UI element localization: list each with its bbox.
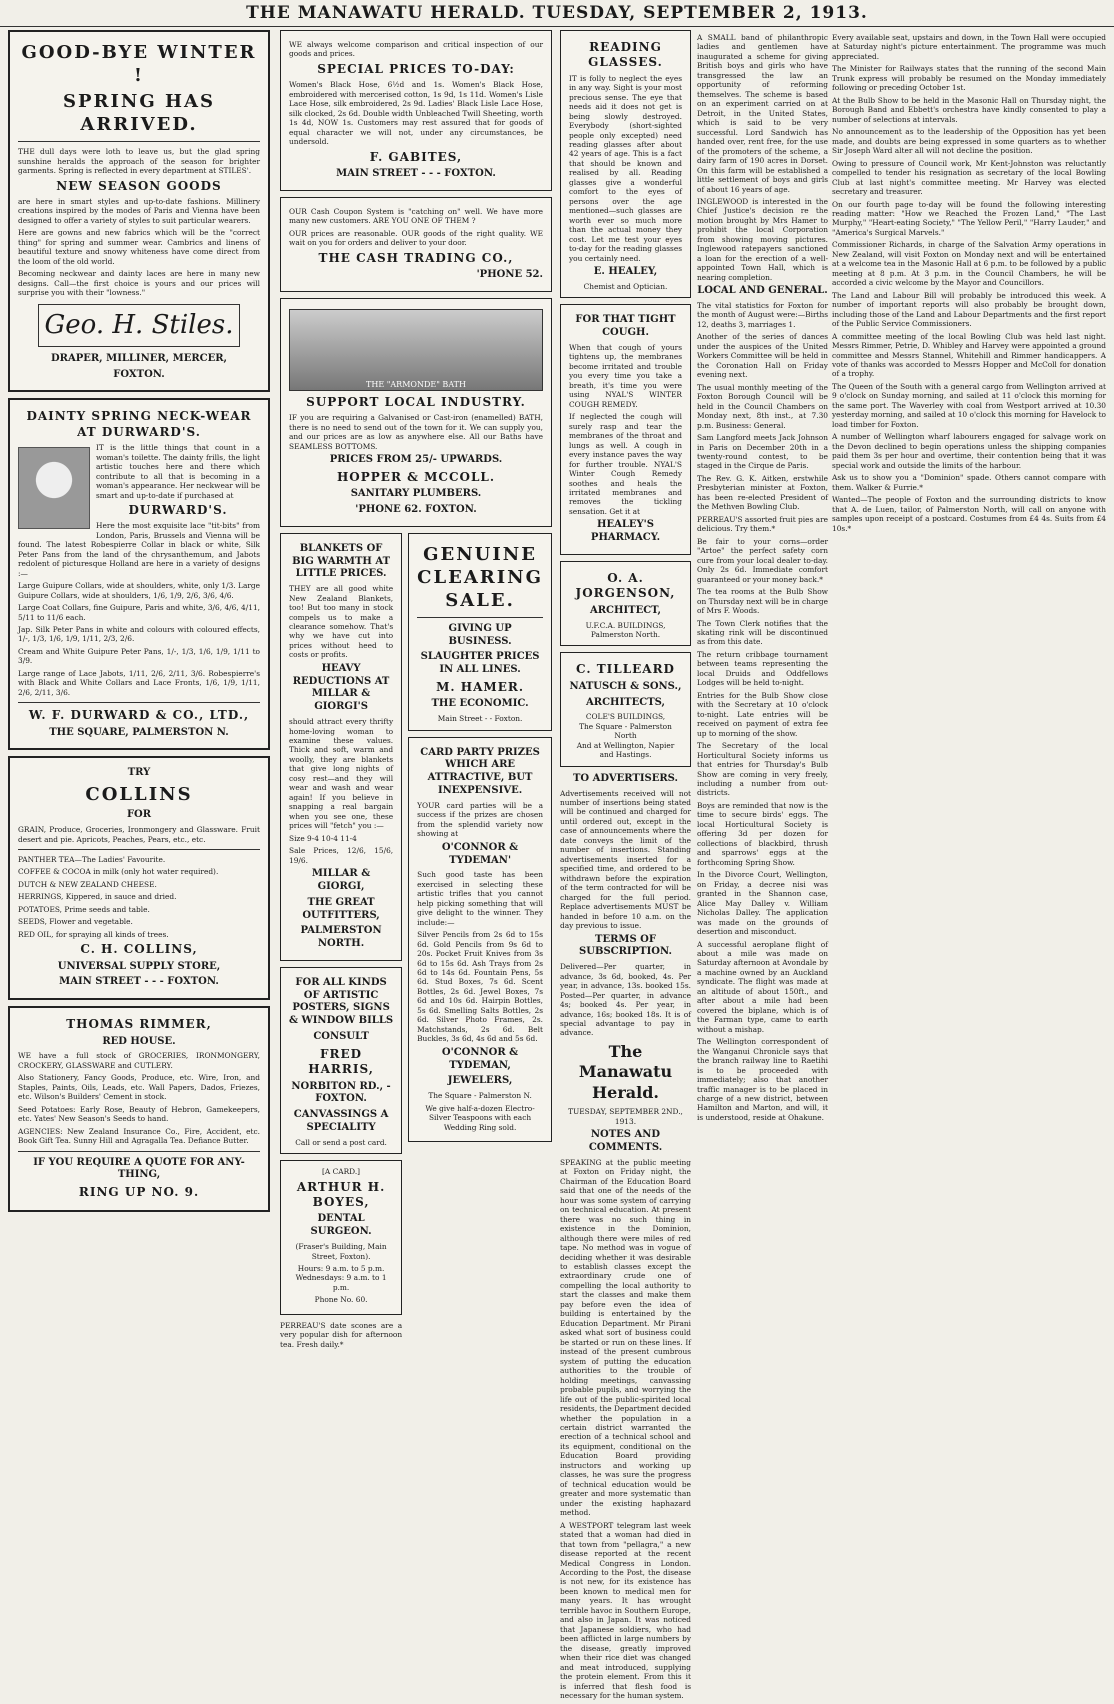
boyes-hours: Hours: 9 a.m. to 5 p.m. Wednesdays: 9 a.m. to 1 p.m. bbox=[295, 1263, 387, 1292]
divider bbox=[417, 617, 543, 618]
col4-tea-rooms: The tea rooms at the Bulb Show on Thursday next will be in charge of Mrs F. Woods. bbox=[697, 587, 828, 616]
col4-birds-eggs: Boys are reminded that now is the time to secure birds' eggs. The local Horticultural Society is offering 3d per dozen for collections of blackbird, thrush and sparrows' eggs at the forthcoming Spring Show. bbox=[697, 800, 828, 867]
jorgenson-trade: ARCHITECT, bbox=[589, 604, 661, 616]
jorgenson-card bbox=[560, 561, 691, 646]
gabites-address: MAIN STREET - - - FOXTON. bbox=[336, 167, 496, 179]
col4-bowling-committee: A committee meeting of the local Bowling Club was held last night. Messrs Rimmer, Petrie, D. Whibley and Harvey were appointed a ground committee and Messrs Stannel, Whitehill and Rimmer handicappers. A vote of thanks was accorded to Messrs Hopper and McColl for donation of a trophy. bbox=[832, 331, 1106, 379]
boyes-name: ARTHUR H. BOYES, bbox=[296, 1179, 386, 1210]
column-2 bbox=[280, 30, 552, 1560]
stiles-town: FOXTON. bbox=[113, 368, 165, 380]
col4-land-bill: The Land and Labour Bill will probably be introduced this week. A number of important reports will also probably be brought down, including those of the Land and Labour Departments and the first report of the Public Service Commissioners. bbox=[832, 290, 1106, 329]
stiles-signature: Geo. H. Stiles. bbox=[38, 304, 240, 347]
millar-address: PALMERSTON NORTH. bbox=[300, 925, 382, 950]
jorgenson-name: O. A. JORGENSON, bbox=[575, 570, 676, 601]
col4-skating: The Town Clerk notifies that the skating rink will be discontinued as from this date. bbox=[697, 618, 828, 647]
harris-address: NORBITON RD., - FOXTON. bbox=[291, 1080, 391, 1105]
durward-address: THE SQUARE, PALMERSTON N. bbox=[49, 726, 229, 738]
durward-intro: IT is the little things that count in a woman's toilette. The dainty frills, the light artistic touches here and there which contribute to all that is becoming in a woman's appearance. Her neckwear will be smart and up-to-date if purchased at bbox=[96, 443, 260, 500]
oconnor-trade: JEWELERS, bbox=[447, 1075, 513, 1087]
col4-cribbage: The return cribbage tournament between teams representing the local Druids and Oddfellows Lodges will be held to-night. bbox=[697, 649, 828, 688]
gabites-text-2: Women's Black Hose, 6½d and 1s. Women's Black Hose, embroidered with mercerised cotton, 1s 9d, 1s 11d. Women's Lisle Lace Hose, silk embroidered, 2s 9d. Ladies' Black Lisle Lace Hose, silk clocked, 2s 6d. Double width Unbleached Twill Sheeting, worth 1s 4d, NOW 1s. Customers may rest assured that for goods of equal character we will not, under any circumstances, be undersold. bbox=[289, 80, 543, 147]
column-3-right bbox=[697, 30, 828, 1704]
bath-image bbox=[289, 309, 543, 391]
cash-text-2: OUR prices are reasonable. OUR goods of the right quality. WE wait on you for orders and deliver to your door. bbox=[289, 228, 543, 248]
durward-headline: DAINTY SPRING NECK-WEAR AT DURWARD'S. bbox=[26, 409, 252, 439]
tilleard-firm: NATUSCH & SONS., bbox=[569, 680, 682, 692]
cough-ad bbox=[560, 304, 691, 555]
collins-try: TRY bbox=[127, 767, 151, 779]
collins-line-3: DUTCH & NEW ZEALAND CHEESE. bbox=[18, 879, 157, 889]
millar-prices: Sale Prices, 12/6, 15/6, 19/6. bbox=[289, 846, 394, 865]
millar-sizes: Size 9-4 10-4 11-4 bbox=[289, 833, 357, 843]
healey-headline: READING GLASSES. bbox=[588, 40, 663, 70]
column-2-split bbox=[280, 533, 552, 1353]
col4-wharf-labourers: A number of Wellington wharf labourers engaged for salvage work on the Devon declined to begin operations unless the shipping companies paid them 3s per hour and overtime, their contention being that it was special work and outside the limits of the harbour. bbox=[832, 432, 1106, 470]
rimmer-footer-1: IF YOU REQUIRE A QUOTE FOR ANY-THING, bbox=[33, 1156, 245, 1181]
col4-tailor-ad: Wanted—The people of Foxton and the surrounding districts to know that A. de Luen, tailor, of Palmerston North, will call on anyone with samples upon receipt of a postcard. Costumes from £4 4s. Suits from £4 10s.* bbox=[832, 495, 1106, 533]
tilleard-trade: ARCHITECTS, bbox=[586, 696, 665, 708]
gabites-headline: SPECIAL PRICES TO-DAY: bbox=[317, 61, 515, 76]
news-artoe: Be fair to your corns—order "Artoe" the perfect safety corn cure from your local dealer to-day. Only 2s 6d. Immediate comfort guaranteed or your money back.* bbox=[697, 536, 828, 584]
col4-town-hall: Every available seat, upstairs and down, in the Town Hall were occupied at Saturday night's picture entertainment. The programme was much appreciated. bbox=[832, 33, 1106, 61]
column-3-left bbox=[560, 30, 691, 1704]
col4-bowling-secretary: Owing to pressure of Council work, Mr Kent-Johnston was reluctantly compelled to tender his resignation as secretary of the local Bowling Club at last night's committee meeting. Mr Harvey was elected secretary and treasurer. bbox=[832, 158, 1106, 197]
collins-line-5: POTATOES, Prime seeds and table. bbox=[18, 904, 150, 914]
harris-ad bbox=[280, 967, 402, 1154]
lady-portrait-image bbox=[18, 447, 90, 529]
boyes-phone: Phone No. 60. bbox=[314, 1295, 368, 1305]
tilleard-name: C. TILLEARD bbox=[576, 662, 675, 677]
hopper-ad bbox=[280, 298, 552, 527]
news-pellagra: A WESTPORT telegram last week stated that a woman had died in that town from "pellagra," a new disease reported at the recent Medical Congress in London. According to the Post, the disease is not new, for its existence has been known to medical men for many years. It has wrought terrible havoc in Southern Europe, and also in Japan. It was noticed that Japanese soldiers, who had been afflicted in large numbers by the disease, greatly improved when their rice diet was changed and meat introduced, supplying the protein element. From this it is inferred that flesh food is necessary for the human system. bbox=[560, 1520, 691, 1701]
cough-text-1: When that cough of yours tightens up, the membranes become irritated and trouble you every time you take a breath, it's time you were using NYAL'S WINTER COUGH REMEDY. bbox=[569, 342, 682, 409]
harris-call: Call or send a post card. bbox=[295, 1137, 387, 1147]
local-general-heading: LOCAL AND GENERAL. bbox=[697, 285, 828, 297]
collins-ad bbox=[8, 756, 270, 1000]
boyes-trade: DENTAL SURGEON. bbox=[310, 1213, 372, 1238]
col4-bulb-show-band: At the Bulb Show to be held in the Masonic Hall on Thursday night, the Borough Band and Ebbett's orchestra have kindly consented to play a number of selections at intervals. bbox=[832, 95, 1106, 124]
harris-firm: FRED HARRIS, bbox=[308, 1046, 374, 1077]
cash-firm: THE CASH TRADING CO., bbox=[318, 250, 514, 265]
cash-trading-ad bbox=[280, 197, 552, 292]
divider bbox=[18, 849, 260, 850]
column-2-left bbox=[280, 533, 402, 1353]
durward-firm: W. F. DURWARD & CO., LTD., bbox=[28, 708, 250, 723]
cash-phone: 'PHONE 52. bbox=[476, 268, 543, 280]
hamer-headline: GENUINE CLEARING SALE. bbox=[417, 543, 543, 611]
millar-firm: MILLAR & GIORGI, bbox=[311, 868, 371, 892]
col4-divorce: In the Divorce Court, Wellington, on Friday, a decree nisi was granted in the Shannon case, Alice May Dalley v. William Nicholas Dalley. The application was made on the grounds of desertion and misconduct. bbox=[697, 870, 828, 937]
tilleard-address: The Square - Palmerston North bbox=[579, 721, 672, 741]
oconnor-firm: O'CONNOR & TYDEMAN, bbox=[441, 1046, 519, 1071]
news-education: SPEAKING at the public meeting at Foxton on Friday night, the Chairman of the Education Board said that one of the needs of the hour was some system of carrying on technical education. At present there was no such thing in existence in the Dominion, although there were miles of red tape. No method was in vogue of deciding whether it was desirable to establish classes except the extraordinary crude one of compelling the local authority to start the classes and make them pay before even the idea of building is entertained by the Education Department. Mr Pirani asked what sort of business could be started or run on these lines. If instead of the present cumbrous system of putting the education authorities to the trouble of holding meetings, canvassing probable pupils, and worrying the life out of the public-spirited local residents, the Department decided whether the population in a certain district warranted the erection of a technical school and its equipment, conditional on the Education Board providing instructors and working up classes, he was sure the progress of technical education would be greater and more systematic than under the existing haphazard method. bbox=[560, 1157, 691, 1518]
boyes-address: (Fraser's Building, Main Street, Foxton). bbox=[295, 1242, 387, 1261]
col4-opposition: No announcement as to the leadership of the Opposition has yet been made, and doubts are being expressed in some quarters as to whether Sir Joseph Ward alter all will not decline the position. bbox=[832, 127, 1106, 156]
gabites-text-1: WE always welcome comparison and critical inspection of our goods and prices. bbox=[289, 40, 543, 59]
collins-firm: C. H. COLLINS, bbox=[80, 942, 198, 957]
rimmer-text-4: AGENCIES: New Zealand Insurance Co., Fire, Accident, etc. Book Gift Tea. Sunny Hill and Agragalla Tea. Defiance Butter. bbox=[18, 1126, 260, 1146]
hamer-subhead-1: GIVING UP BUSINESS. bbox=[448, 622, 512, 647]
col4-main-trunk: The Minister for Railways states that the running of the second Main Trunk express will probably be resumed on the Monday immediately following or preceding October 1st. bbox=[832, 64, 1106, 93]
gabites-ad bbox=[280, 30, 552, 191]
news-council: The usual monthly meeting of the Foxton Borough Council will be held in the Council Chambers on Monday next, 8th inst., at 7.30 p.m. Business: General. bbox=[697, 382, 828, 430]
column-4 bbox=[832, 30, 1106, 1560]
col4-fourth-page: On our fourth page to-day will be found the following interesting reading matter: "How we Reached the Frozen Land," "The Last Murphy," "Heart-eating Society," "The Yellow Peril," "Harry Lauder," and "America's Surgical Marvels." bbox=[832, 199, 1106, 237]
collins-name: COLLINS bbox=[85, 784, 193, 806]
collins-for: FOR bbox=[126, 809, 152, 821]
boyes-card: [A CARD.] bbox=[322, 1167, 361, 1177]
millar-ad bbox=[280, 533, 402, 961]
col4-salvation-army: Commissioner Richards, in charge of the Salvation Army operations in New Zealand, will visit Foxton on Monday next and will be entertained at a welcome tea in the Masonic Hall at 6 p.m. to be followed by a public meeting at 8 p.m. At 3 p.m. in the Council Chambers, he will be accorded a civic welcome by the Mayor and Councillors. bbox=[832, 240, 1106, 288]
tilleard-branches: And at Wellington, Napier and Hastings. bbox=[576, 740, 675, 760]
jorgenson-building: U.F.C.A. BUILDINGS, bbox=[585, 620, 666, 630]
masthead: THE MANAWATU HERALD. TUESDAY, SEPTEMBER 2, 1913. bbox=[0, 0, 1114, 27]
subscription-heading: TERMS OF SUBSCRIPTION. bbox=[579, 933, 672, 958]
healey-firm: E. HEALEY, bbox=[593, 266, 658, 278]
millar-headline: BLANKETS OF BIG WARMTH AT LITTLE PRICES. bbox=[292, 542, 391, 580]
durward-text-4: Jap. Silk Peter Pans in white and colours with coloured effects, 1/-, 1/3, 1/6, 1/9, 1/11, 2/3, 2/6. bbox=[18, 625, 260, 644]
collins-store: UNIVERSAL SUPPLY STORE, bbox=[57, 960, 221, 972]
hamer-ad bbox=[408, 533, 552, 731]
harris-headline: FOR ALL KINDS OF ARTISTIC POSTERS, SIGNS & WINDOW BILLS bbox=[289, 976, 394, 1027]
durward-ad bbox=[8, 398, 270, 750]
oconnor-text-2: Such good taste has been exercised in selecting these artistic trifles that you cannot help picking something that will give delight to the winner. They include:— bbox=[417, 870, 543, 927]
stiles-text-3: Becoming neckwear and dainty laces are here in many new designs. Call—the first choice is yours and our prices will surprise you with their "lowness." bbox=[18, 269, 260, 298]
news-perreau-pies: PERREAU'S assorted fruit pies are delicious. Try them.* bbox=[697, 514, 828, 534]
column-3 bbox=[560, 30, 828, 1701]
perreau-scones-notice: PERREAU'S date scones are a very popular dish for afternoon tea. Fresh daily.* bbox=[280, 1320, 403, 1349]
oconnor-name: O'CONNOR & TYDEMAN' bbox=[441, 841, 519, 866]
tilleard-building: COLE'S BUILDINGS, bbox=[585, 712, 666, 722]
hopper-prices: PRICES FROM 25/- UPWARDS. bbox=[329, 454, 503, 465]
dateline: TUESDAY, SEPTEMBER 2ND., 1913. bbox=[568, 1107, 683, 1126]
collins-address: MAIN STREET - - - FOXTON. bbox=[59, 976, 219, 988]
advertisers-heading: TO ADVERTISERS. bbox=[572, 772, 679, 784]
cough-text-2: If neglected the cough will surely rasp and tear the membranes of the throat and lungs as well. A cough in every instance paves the way for further trouble. NYAL'S Winter Cough Remedy soothes and heals the irritated membranes and removes the tickling sensation. Get it at bbox=[569, 412, 682, 516]
durward-text-2: Large Guipure Collars, wide at shoulders, white, only 1/3. Large Guipure Collars, wide at shoulders, 1/6, 1/9, 2/6, 3/6, 4/6. bbox=[18, 581, 260, 600]
hamer-tag: THE ECONOMIC. bbox=[431, 698, 529, 710]
column-1 bbox=[8, 30, 270, 1560]
cough-headline: FOR THAT TIGHT COUGH. bbox=[575, 314, 676, 339]
rimmer-house: RED HOUSE. bbox=[102, 1035, 176, 1047]
hopper-firm: HOPPER & MCCOLL. bbox=[336, 469, 496, 484]
rimmer-text-3: Seed Potatoes: Early Rose, Beauty of Hebron, Gamekeepers, etc. Yates' New Season's Seeds to hand. bbox=[18, 1104, 260, 1124]
oconnor-headline: CARD PARTY PRIZES WHICH ARE ATTRACTIVE, BUT INEXPENSIVE. bbox=[420, 746, 540, 797]
boyes-ad bbox=[280, 1160, 402, 1315]
col4-entries: Entries for the Bulb Show close with the Secretary at 10 o'clock to-night. Late entries will be received on payment of extra fee up to morning of the show. bbox=[697, 690, 828, 738]
news-aitken: The Rev. G. K. Aitken, erstwhile Presbyterian minister at Foxton, has been re-elected President of the Methven Bowling Club. bbox=[697, 473, 828, 512]
col4-railway: The Wellington correspondent of the Wanganui Chronicle says that the branch railway line to Raetihi is to be proceeded with immediately; also that another traffic manager is to be placed in charge of a new district, between Hamilton and Marton, and will, it is understood, reside at Ohakune. bbox=[697, 1037, 828, 1122]
stiles-text-1: are here in smart styles and up-to-date fashions. Millinery creations inspired by the modes of Paris and Vienna have been designed to offer a variety of styles to suit particular wearers. bbox=[18, 196, 260, 225]
durward-text-1: Here the most exquisite lace "tit-bits" from London, Paris, Brussels and Vienna will be found. The latest Robespierre Collar in black or white, Silk Peter Pans from the land of the chrysanthemum, and Jabots redolent of picturesque Holland are here in a variety of designs :— bbox=[18, 521, 260, 578]
rimmer-text-2: Also Stationery, Fancy Goods, Produce, etc. Wire, Iron, and Staples, Paints, Oils, Leads, etc. Wall Papers, Dados, Friezes, etc. Wilson's Builders' Cement in stock. bbox=[18, 1073, 260, 1102]
news-reform-scheme: A SMALL band of philanthropic ladies and gentlemen have inaugurated a scheme for giving British boys and girls who have transgressed the law an opportunity of reforming themselves. The scheme is based on an experiment carried on at Detroit, in the United States, which is said to be very successful. Lord Sandwich has handed over, rent free, for the use of the promoters of the scheme, a dairy farm of 190 acres in Dorset. On this farm will be established a little settlement of boys and girls of about 16 years of age. bbox=[697, 33, 828, 194]
rimmer-name: THOMAS RIMMER, bbox=[66, 1017, 212, 1032]
divider bbox=[18, 1151, 260, 1152]
healey-trade: Chemist and Optician. bbox=[583, 281, 668, 291]
hamer-subhead-2: SLAUGHTER PRICES IN ALL LINES. bbox=[420, 651, 540, 676]
oconnor-text-3: Silver Pencils from 2s 6d to 15s 6d. Gold Pencils from 9s 6d to 20s. Pocket Fruit Knives from 3s 6d to 15s 6d. Ash Trays from 2s 6d to 14s 6d. Fountain Pens, 5s 6d. Stud Boxes, 7s 6d. Scent Bottles, 2s 6d. Jewel Boxes, 7s 6d and 10s 6d. Hairpin Bottles, 5s 6d. Smelling Salts Bottles, 2s 6d. Silver Photo Frames, 2s. Matchstands, 2s 6d. Belt Buckles, 3s 6d, 4s 6d and 5s 6d. bbox=[417, 930, 543, 1044]
stiles-headline-1: GOOD-BYE WINTER ! bbox=[21, 42, 257, 87]
collins-line-6: SEEDS, Flower and vegetable. bbox=[18, 917, 133, 927]
news-statistics: The vital statistics for Foxton for the month of August were:—Births 12, deaths 3, marriages 1. bbox=[697, 300, 828, 329]
collins-text-1: GRAIN, Produce, Groceries, Ironmongery and Glassware. Fruit desert and pie. Apricots, Peaches, Pears, etc., etc. bbox=[18, 825, 260, 844]
rimmer-text-1: WE have a full stock of GROCERIES, IRONMONGERY, CROCKERY, GLASSWARE and CUTLERY. bbox=[18, 1051, 260, 1070]
news-inglewood: INGLEWOOD is interested in the Chief Justice's decision re the motion brought by Mrs Hamer to prohibit the local Corporation from showing moving pictures. Inglewood ratepayers sanctioned a loan for the erection of a well-appointed Town Hall, which is nearing completion. bbox=[697, 196, 828, 282]
durward-text-3: Large Coat Collars, fine Guipure, Paris and white, 3/6, 4/6, 4/11, 5/11 to 11/6 each. bbox=[18, 603, 260, 622]
healey-ad bbox=[560, 30, 691, 298]
stiles-trade: DRAPER, MILLINER, MERCER, bbox=[50, 352, 228, 364]
jorgenson-town: Palmerston North. bbox=[590, 629, 661, 639]
healey-text: IT is folly to neglect the eyes in any way. Sight is your most precious sense. The eye that needs aid it does not get is being slowly destroyed. Everybody (short-sighted people only excepted) need reading glasses after about 42 years of age. This is a fact that should be known and realised by all. Reading glasses give a wonderful comfort to the eyes of persons over the age mentioned—such glasses are worth ever so much more than the actual money they cost. Let me test your eyes to-day for the reading glasses you certainly need. bbox=[569, 73, 682, 263]
col4-aeroplane: A successful aeroplane flight of about a mile was made on Saturday afternoon at Avondale by a machine owned by an Auckland syndicate. The flight was made at an altitude of about 150ft., and after about a mile had been covered the biplane, which is of the Farman type, came to earth without a mishap. bbox=[697, 939, 828, 1034]
harris-specialty: CANVASSINGS A SPECIALITY bbox=[293, 1109, 389, 1133]
news-langford: Sam Langford meets Jack Johnson in Paris on December 20th in a twenty-round contest, to be staged in the Cirque de Paris. bbox=[697, 433, 828, 471]
col4-horticultural: The Secretary of the local Horticultural Society informs us that entries for Thursday's Bulb Show are coming in very freely, including a number from out-districts. bbox=[697, 741, 828, 798]
durward-text-6: Large range of Lace Jabots, 1/11, 2/6, 2/11, 3/6. Robespierre's with Black and White Collars and Lace Fronts, 1/6, 1/9, 1/11, 2/6, 2/11, 3/6. bbox=[18, 668, 260, 697]
cash-text-1: OUR Cash Coupon System is "catching on" well. We have more many new customers. ARE YOU ONE OF THEM ? bbox=[289, 206, 543, 226]
millar-subhead: HEAVY REDUCTIONS AT MILLAR & GIORGI'S bbox=[292, 662, 390, 713]
stiles-subhead: NEW SEASON GOODS bbox=[56, 178, 222, 193]
hamer-address: Main Street - - Foxton. bbox=[437, 714, 523, 724]
millar-text-1: THEY are all good white New Zealand Blankets, too! But too many in stock compels us to make a clearance somehow. That's why we have cut into prices without heed to costs or profits. bbox=[289, 584, 394, 660]
collins-line-4: HERRINGS, Kippered, in sauce and dried. bbox=[18, 892, 177, 902]
advertisers-notice: Advertisements received will not number of insertions being stated will be continued and charged for until ordered out, except in the case of announcements where the date conveys the limit of the number of insertions. Standing advertisements inserted for a specified time, and ordered to be withdrawn before the expiration of the term contracted for will be charged for the full period. Replace advertisements MUST be handed in before 10 a.m. on the day previous to issue. bbox=[560, 788, 691, 931]
millar-tag: THE GREAT OUTFITTERS, bbox=[302, 896, 380, 921]
stiles-intro: THE dull days were loth to leave us, but the glad spring sunshine heralds the approach of the season for brighter garments. Spring is reflected in every department at STILES'. bbox=[18, 147, 260, 176]
hopper-text-1: IF you are requiring a Galvanised or Cast-iron (enamelled) BATH, there is no need to send out of the town for it. We can supply you, and our prices are as low as anywhere else. All our Baths have SEAMLESS BOTTOMS. bbox=[289, 413, 543, 451]
news-dances: Another of the series of dances under the auspices of the United Workers Committee will be held in the Coronation Hall on Friday evening next. bbox=[697, 332, 828, 380]
collins-line-2: COFFEE & COCOA in milk (only hot water required). bbox=[18, 867, 219, 877]
col4-shipping: The Queen of the South with a general cargo from Wellington arrived at 9 o'clock on Sunday morning, and sailed at 11 o'clock this morning for the same port. The Waverley with coal from Westport arrived at 10.30 yesterday morning, and sailed at 10 o'clock this morning for Havelock to load timber for Foxton. bbox=[832, 381, 1106, 429]
divider bbox=[18, 141, 260, 142]
hopper-address: 'PHONE 62. FOXTON. bbox=[355, 503, 477, 515]
durward-name: DURWARD'S. bbox=[128, 502, 228, 517]
stiles-headline-2: SPRING HAS ARRIVED. bbox=[63, 91, 215, 136]
tilleard-card bbox=[560, 652, 691, 766]
stiles-text-2: Here are gowns and new fabrics which will be the "correct thing" for spring and summer wear. Cambrics and linens of beautiful texture and snowy whiteness have come direct from the loom of the old world. bbox=[18, 228, 260, 266]
harris-consult: CONSULT bbox=[313, 1031, 369, 1043]
oconnor-address: The Square - Palmerston N. bbox=[428, 1091, 532, 1101]
hopper-trade: SANITARY PLUMBERS. bbox=[350, 488, 482, 500]
collins-line-7: RED OIL, for spraying all kinds of trees. bbox=[18, 929, 169, 939]
oconnor-ad bbox=[408, 737, 552, 1142]
gabites-firm: F. GABITES, bbox=[369, 149, 463, 164]
subscription-notice: Delivered—Per quarter, in advance, 3s 6d, booked, 4s. Per year, in advance, 13s. booked 15s. Posted—Per quarter, in advance 4s; booked 4s. Per year, in advance, 16s; booked 18s. It is of special advantage to pay in advance. bbox=[560, 962, 691, 1038]
stiles-ad bbox=[8, 30, 270, 392]
col4-spade-ad: Ask us to show you a "Dominion" spade. Others cannot compare with them. Walker & Furrie.* bbox=[832, 473, 1106, 492]
paper-title: The Manawatu Herald. bbox=[578, 1041, 673, 1102]
column-2-right bbox=[408, 533, 552, 1353]
oconnor-text-1: YOUR card parties will be a success if the prizes are chosen from the splendid variety now showing at bbox=[417, 800, 543, 839]
cough-firm: HEALEY'S PHARMACY. bbox=[590, 519, 661, 544]
rimmer-footer-2: RING UP NO. 9. bbox=[78, 1185, 200, 1200]
collins-line-1: PANTHER TEA—The Ladies' Favourite. bbox=[18, 855, 166, 865]
durward-text-5: Cream and White Guipure Peter Pans, 1/-, 1/3, 1/6, 1/9, 1/11 to 3/9. bbox=[18, 646, 260, 666]
millar-text-2: should attract every thrifty home-loving woman to examine these values. Thick and soft, warm and woolly, they are blankets that give long nights of cosy rest—and they will wear and wash and wear again! If you believe in snapping a real bargain when you see one, these prices will "fetch" you :— bbox=[289, 717, 394, 831]
oconnor-footer: We give half-a-dozen Electro-Silver Teaspoons with each Wedding Ring sold. bbox=[425, 1103, 535, 1132]
hamer-firm: M. HAMER. bbox=[436, 680, 524, 695]
hopper-headline: SUPPORT LOCAL INDUSTRY. bbox=[306, 394, 526, 409]
notes-heading: NOTES AND COMMENTS. bbox=[588, 1129, 663, 1154]
divider bbox=[18, 702, 260, 703]
bath-label: THE "ARMONDE" BATH bbox=[366, 379, 466, 389]
column-3-split bbox=[560, 30, 828, 1704]
rimmer-ad bbox=[8, 1006, 270, 1211]
